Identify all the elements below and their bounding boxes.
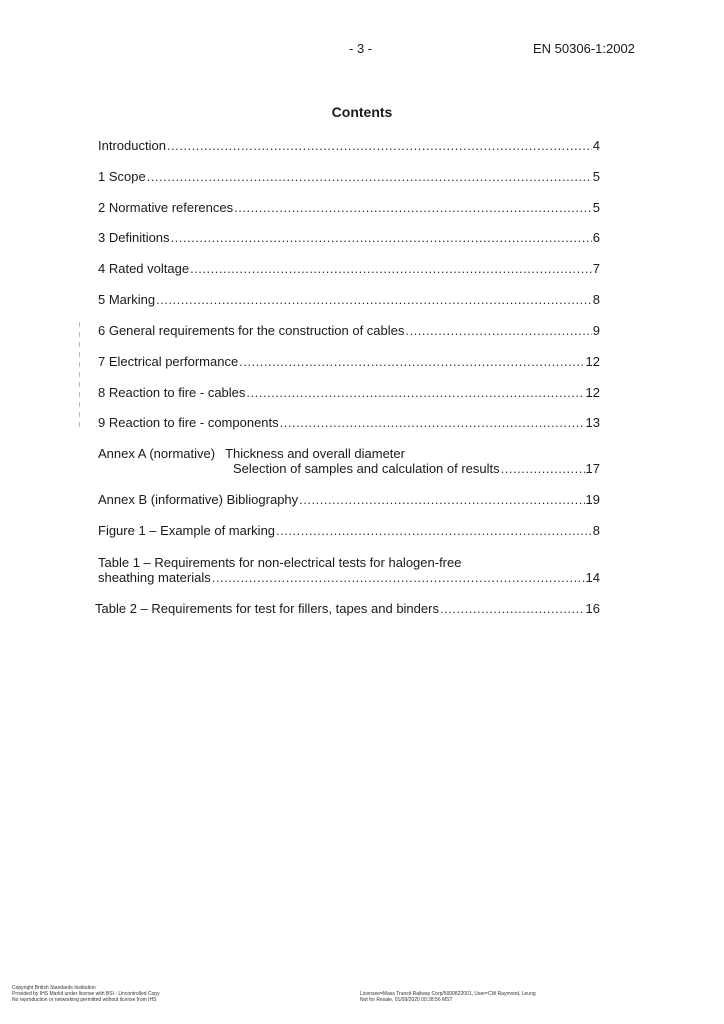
toc-entry-table-1-line1[interactable] [98, 555, 600, 570]
toc-leader-dots [501, 461, 585, 476]
toc-entry-table-1[interactable] [98, 570, 600, 585]
footer-line: Provided by IHS Markit under license with BSI - Uncontrolled Copy [12, 991, 160, 997]
toc-entry-introduction[interactable] [98, 138, 600, 153]
footer-line: No reproduction or networking permitted without license from IHS [12, 997, 157, 1003]
toc-entry-label: 8 Reaction to fire - cables [98, 385, 246, 400]
toc-entry-page: 8 [592, 292, 600, 307]
toc-entry-label: Annex B (informative) Bibliography [98, 492, 299, 507]
toc-entry-general-requirements[interactable] [98, 323, 600, 338]
page-number: - 3 - [349, 41, 373, 56]
toc-entry-reaction-to-fire-components[interactable] [98, 415, 600, 430]
toc-entry-label: 6 General requirements for the construction of cables [98, 323, 405, 338]
footer-copyright [12, 985, 160, 1003]
toc-entry-normative-references[interactable] [98, 200, 600, 215]
toc-entry-rated-voltage[interactable] [98, 261, 600, 276]
contents-title: Contents [331, 104, 393, 120]
toc-leader-dots [212, 570, 585, 585]
toc-entry-page: 4 [592, 138, 600, 153]
toc-entry-scope[interactable] [98, 169, 600, 184]
toc-leader-dots [239, 354, 584, 369]
toc-leader-dots [299, 492, 584, 507]
document-identifier: EN 50306-1:2002 [533, 41, 635, 56]
toc-entry-page: 8 [592, 523, 600, 538]
toc-entry-label: 5 Marking [98, 292, 156, 307]
toc-entry-annex-b[interactable] [98, 492, 600, 507]
toc-entry-page: 5 [592, 169, 600, 184]
toc-entry-reaction-to-fire-cables[interactable] [98, 385, 600, 400]
toc-entry-label: Figure 1 – Example of marking [98, 523, 276, 538]
toc-leader-dots [246, 385, 584, 400]
toc-entry-marking[interactable] [98, 292, 600, 307]
toc-entry-label: Selection of samples and calculation of results [233, 461, 500, 476]
toc-leader-dots [156, 292, 592, 307]
toc-entry-label: 3 Definitions [98, 230, 170, 245]
toc-entry-page: 16 [585, 601, 600, 616]
toc-entry-page: 6 [592, 230, 600, 245]
footer-license [360, 991, 536, 1003]
toc-leader-dots [440, 601, 585, 616]
toc-entry-label: 4 Rated voltage [98, 261, 190, 276]
toc-entry-label: Table 1 – Requirements for non-electrical tests for halogen-free [98, 555, 462, 570]
toc-entry-page: 14 [585, 570, 600, 585]
toc-entry-annex-a-line1[interactable] [98, 446, 405, 461]
toc-leader-dots [167, 138, 592, 153]
footer-line: Copyright British Standards Institution [12, 985, 96, 991]
toc-entry-label: Introduction [98, 138, 166, 153]
toc-entry-label: 1 Scope [98, 169, 146, 184]
toc-entry-page: 9 [592, 323, 600, 338]
footer-line: Licensee=Mass Transit Railway Corp/5000822001, User=CW Raymond, Leung [360, 991, 536, 997]
toc-entry-page: 19 [585, 492, 600, 507]
footer-line: Not for Resale, 01/09/2020 00:28:56 MST [360, 997, 453, 1003]
toc-entry-page: 12 [585, 354, 600, 369]
annex-a-title: Thickness and overall diameter [225, 446, 405, 461]
toc-entry-table-2[interactable] [95, 601, 600, 616]
toc-entry-page: 7 [592, 261, 600, 276]
toc-entry-electrical-performance[interactable] [98, 354, 600, 369]
toc-entry-annex-a[interactable] [233, 461, 600, 476]
toc-entry-page: 17 [585, 461, 600, 476]
toc-leader-dots [405, 323, 591, 338]
toc-leader-dots [147, 169, 592, 184]
toc-entry-definitions[interactable] [98, 230, 600, 245]
toc-entry-label: 7 Electrical performance [98, 354, 239, 369]
toc-leader-dots [190, 261, 592, 276]
toc-entry-label: 2 Normative references [98, 200, 234, 215]
annex-a-prefix: Annex A (normative) [98, 446, 216, 461]
toc-entry-figure-1[interactable] [98, 523, 600, 538]
toc-entry-label: Table 2 – Requirements for test for fillers, tapes and binders [95, 601, 439, 616]
toc-entry-page: 13 [585, 415, 600, 430]
toc-leader-dots [171, 230, 592, 245]
toc-entry-label: sheathing materials [98, 570, 211, 585]
toc-entry-page: 5 [592, 200, 600, 215]
change-bar-marks [78, 322, 81, 432]
toc-entry-label: 9 Reaction to fire - components [98, 415, 279, 430]
toc-leader-dots [276, 523, 592, 538]
toc-entry-page: 12 [585, 385, 600, 400]
toc-leader-dots [234, 200, 592, 215]
toc-leader-dots [280, 415, 585, 430]
